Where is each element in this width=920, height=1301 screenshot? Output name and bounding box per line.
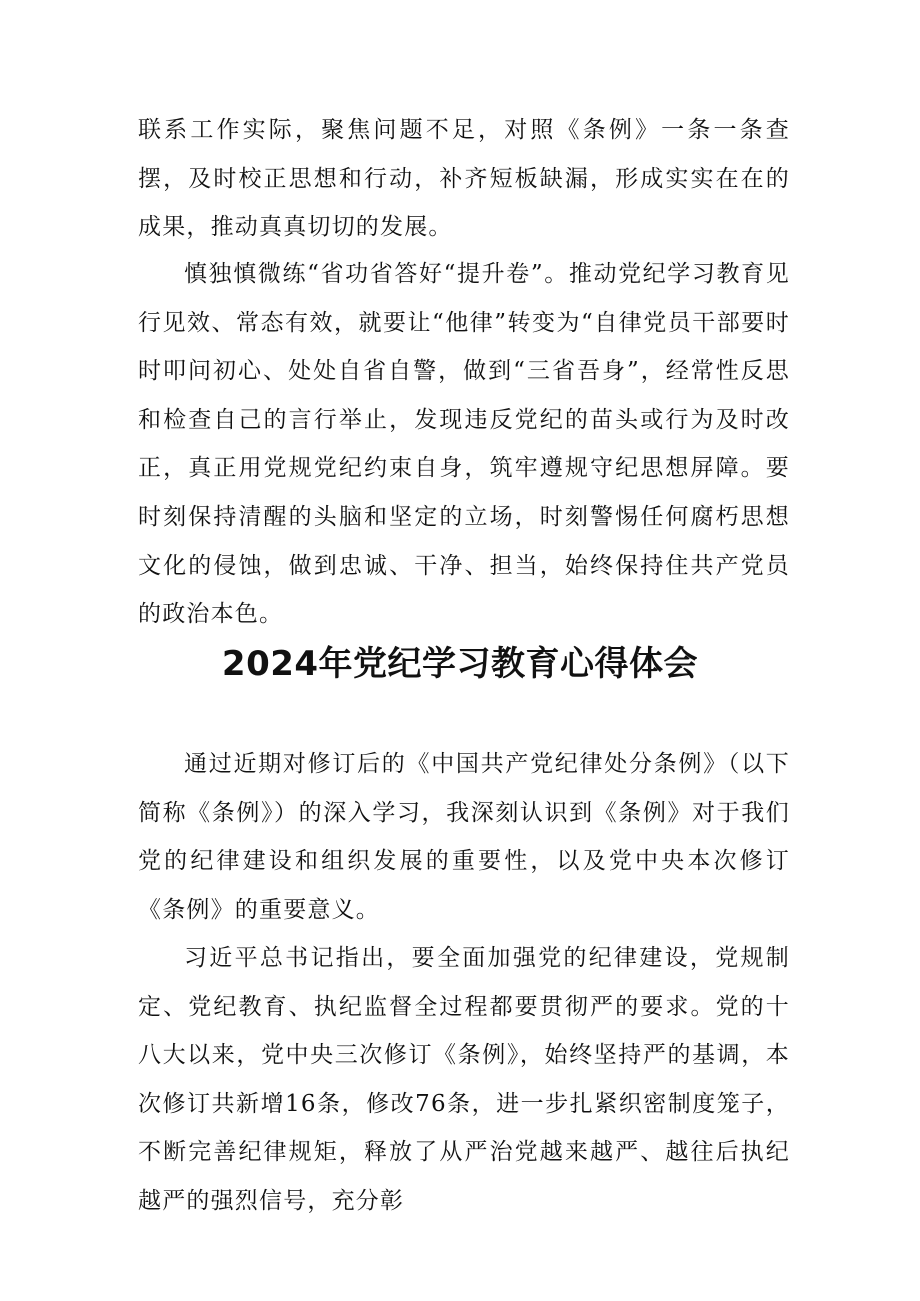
document-title: 2024年党纪学习教育心得体会: [221, 644, 699, 684]
body-paragraph: 联系工作实际，聚焦问题不足，对照《条例》一条一条查摆，及时校正思想和行动，补齐短板缺漏，形成实实在在的成果，推动真真切切的发展。: [138, 117, 790, 241]
body-paragraph: 习近平总书记指出，要全面加强党的纪律建设，党规制定、党纪教育、执纪监督全过程都要贯彻严的要求。党的十八大以来，党中央三次修订《条例》，始终坚持严的基调，本次修订共新增16条，修改76条，进一步扎紧织密制度笼子，不断完善纪律规矩，释放了从严治党越来越严、越往后执纪越严的强烈信号，充分彰: [138, 945, 790, 1214]
body-paragraph: 通过近期对修订后的《中国共产党纪律处分条例》（以下简称《条例》）的深入学习，我深刻认识到《条例》对于我们党的纪律建设和组织发展的重要性，以及党中央本次修订《条例》的重要意义。: [138, 751, 790, 923]
body-paragraph: 慎独慎微练“省功省答好“提升卷”。推动党纪学习教育见行见效、常态有效，就要让“他律”转变为“自律党员干部要时时叩问初心、处处自省自警，做到“三省吾身”，经常性反思和检查自己的言行举止，发现违反党纪的苗头或行为及时改正，真正用党规党纪约束自身，筑牢遵规守纪思想屏障。要时刻保持清醒的头脑和坚定的立场，时刻警惕任何腐朽思想文化的侵蚀，做到忠诚、干净、担当，始终保持住共产党员的政治本色。: [138, 261, 790, 628]
